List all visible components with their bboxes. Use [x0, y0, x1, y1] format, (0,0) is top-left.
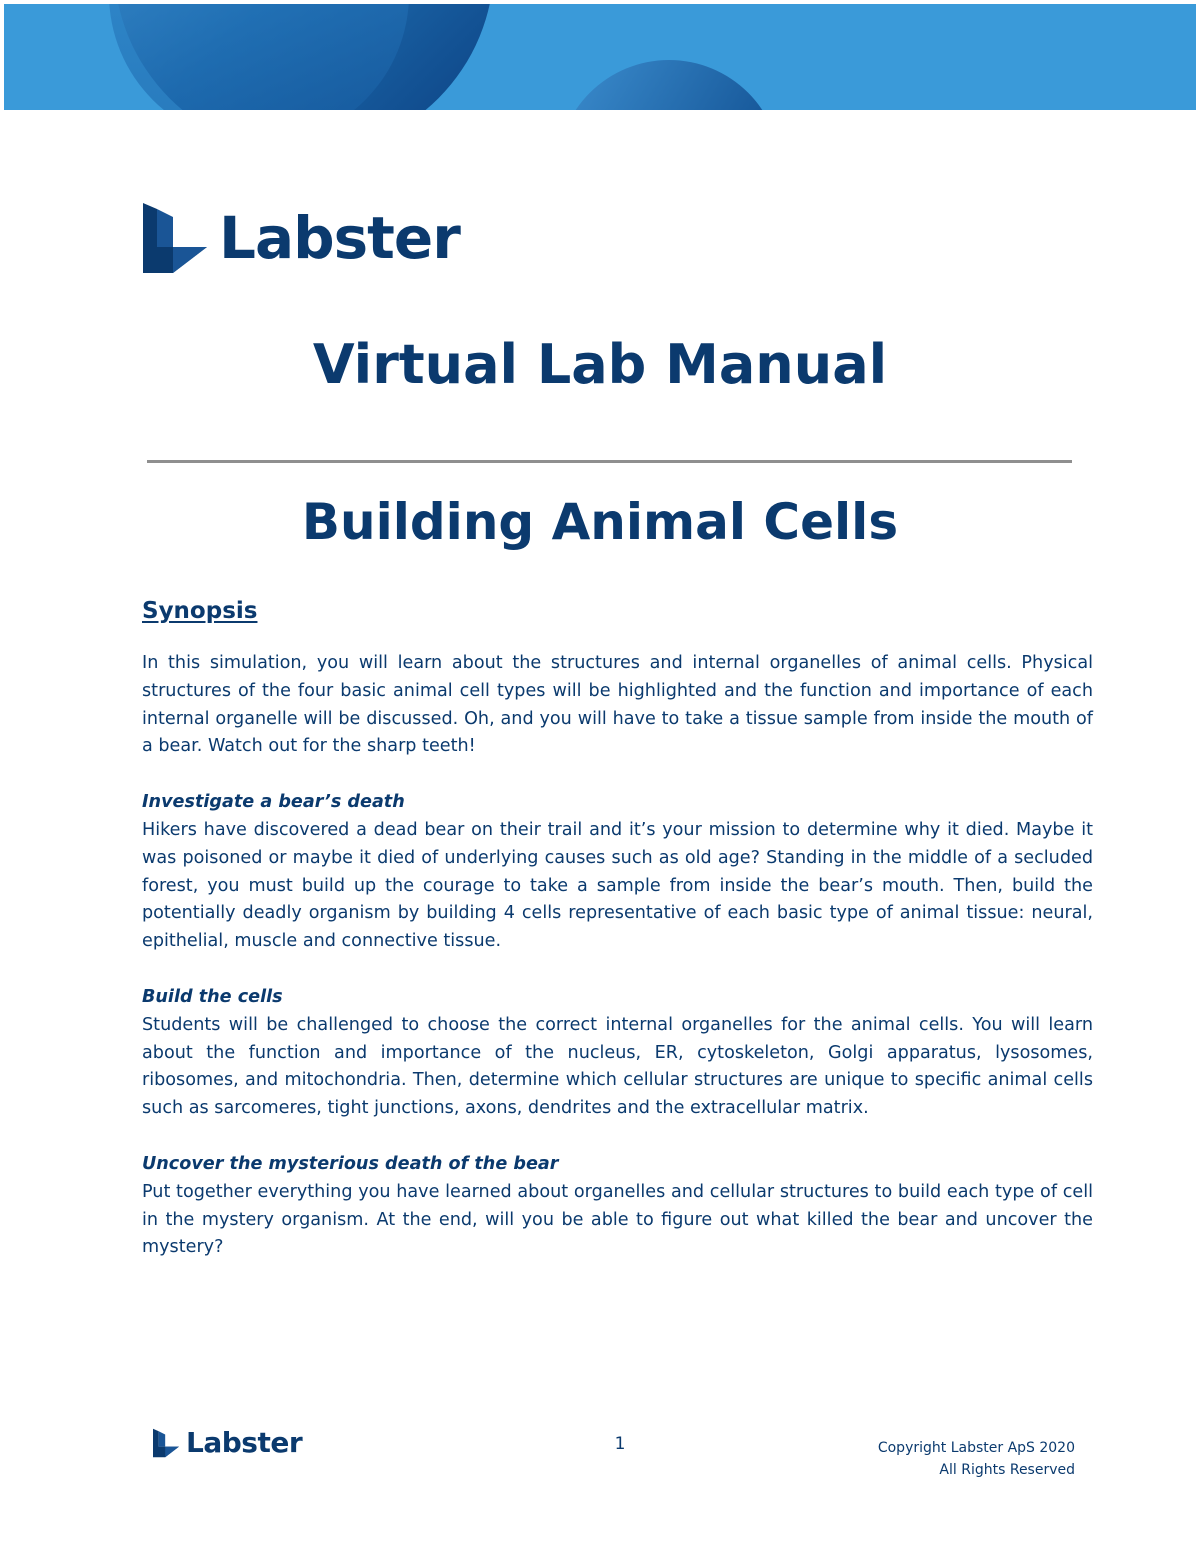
copyright-line: Copyright Labster ApS 2020	[877, 1440, 1075, 1456]
section-investigate	[142, 789, 1093, 956]
synopsis-heading: Synopsis	[142, 598, 258, 624]
footer-logo-icon	[153, 1428, 179, 1458]
manual-title: Virtual Lab Manual	[312, 333, 888, 396]
banner-graphic	[4, 4, 1196, 110]
section-heading: Uncover the mysterious death of the bear	[142, 1153, 559, 1174]
section-build-cells	[142, 984, 1093, 1123]
footer-logo	[153, 1428, 302, 1458]
section-heading: Investigate a bear’s death	[142, 792, 405, 813]
title-divider	[147, 460, 1072, 463]
rights-line: All Rights Reserved	[939, 1462, 1075, 1478]
synopsis-content	[142, 598, 1093, 1262]
section-body: Hikers have discovered a dead bear on their trail and it’s your mission to determine why it died. Maybe it was poisoned or maybe it died of underlying causes such as old age? Standing in the middle of a secluded forest, you must build up the courage to take a sample from inside the bear’s mouth. Then, build the potentially deadly organism by building 4 cells representative of each basic type of animal tissue: neural, epithelial, muscle and connective tissue.	[142, 819, 1093, 952]
footer-wordmark: Labster	[186, 1426, 303, 1459]
labster-logo-icon	[143, 203, 207, 273]
logo-wordmark: Labster	[219, 204, 460, 272]
copyright-notice	[878, 1437, 1075, 1481]
section-body: Students will be challenged to choose the correct internal organelles for the animal cells. You will learn about the function and importance of the nucleus, ER, cytoskeleton, Golgi apparatus, lysosomes, ribosomes, and mitochondria. Then, determine which cellular structures are unique to specific animal cells such as sarcomeres, tight junctions, axons, dendrites and the extracellular matrix.	[142, 1014, 1093, 1119]
page-number: 1	[614, 1434, 626, 1454]
labster-logo	[143, 203, 460, 273]
lab-title: Building Animal Cells	[301, 493, 899, 551]
header-banner	[4, 4, 1196, 110]
synopsis-intro: In this simulation, you will learn about the structures and internal organelles of animal cells. Physical structures of the four basic animal cell types will be highlighted and the function and importance of each internal organelle will be discussed. Oh, and you will have to take a tissue sample from inside the mouth of a bear. Watch out for the sharp teeth!	[142, 653, 1093, 757]
section-heading: Build the cells	[142, 986, 283, 1007]
section-uncover	[142, 1151, 1093, 1262]
section-body: Put together everything you have learned about organelles and cellular structures to build each type of cell in the mystery organism. At the end, will you be able to figure out what killed the bear and uncover the mystery?	[142, 1181, 1093, 1258]
